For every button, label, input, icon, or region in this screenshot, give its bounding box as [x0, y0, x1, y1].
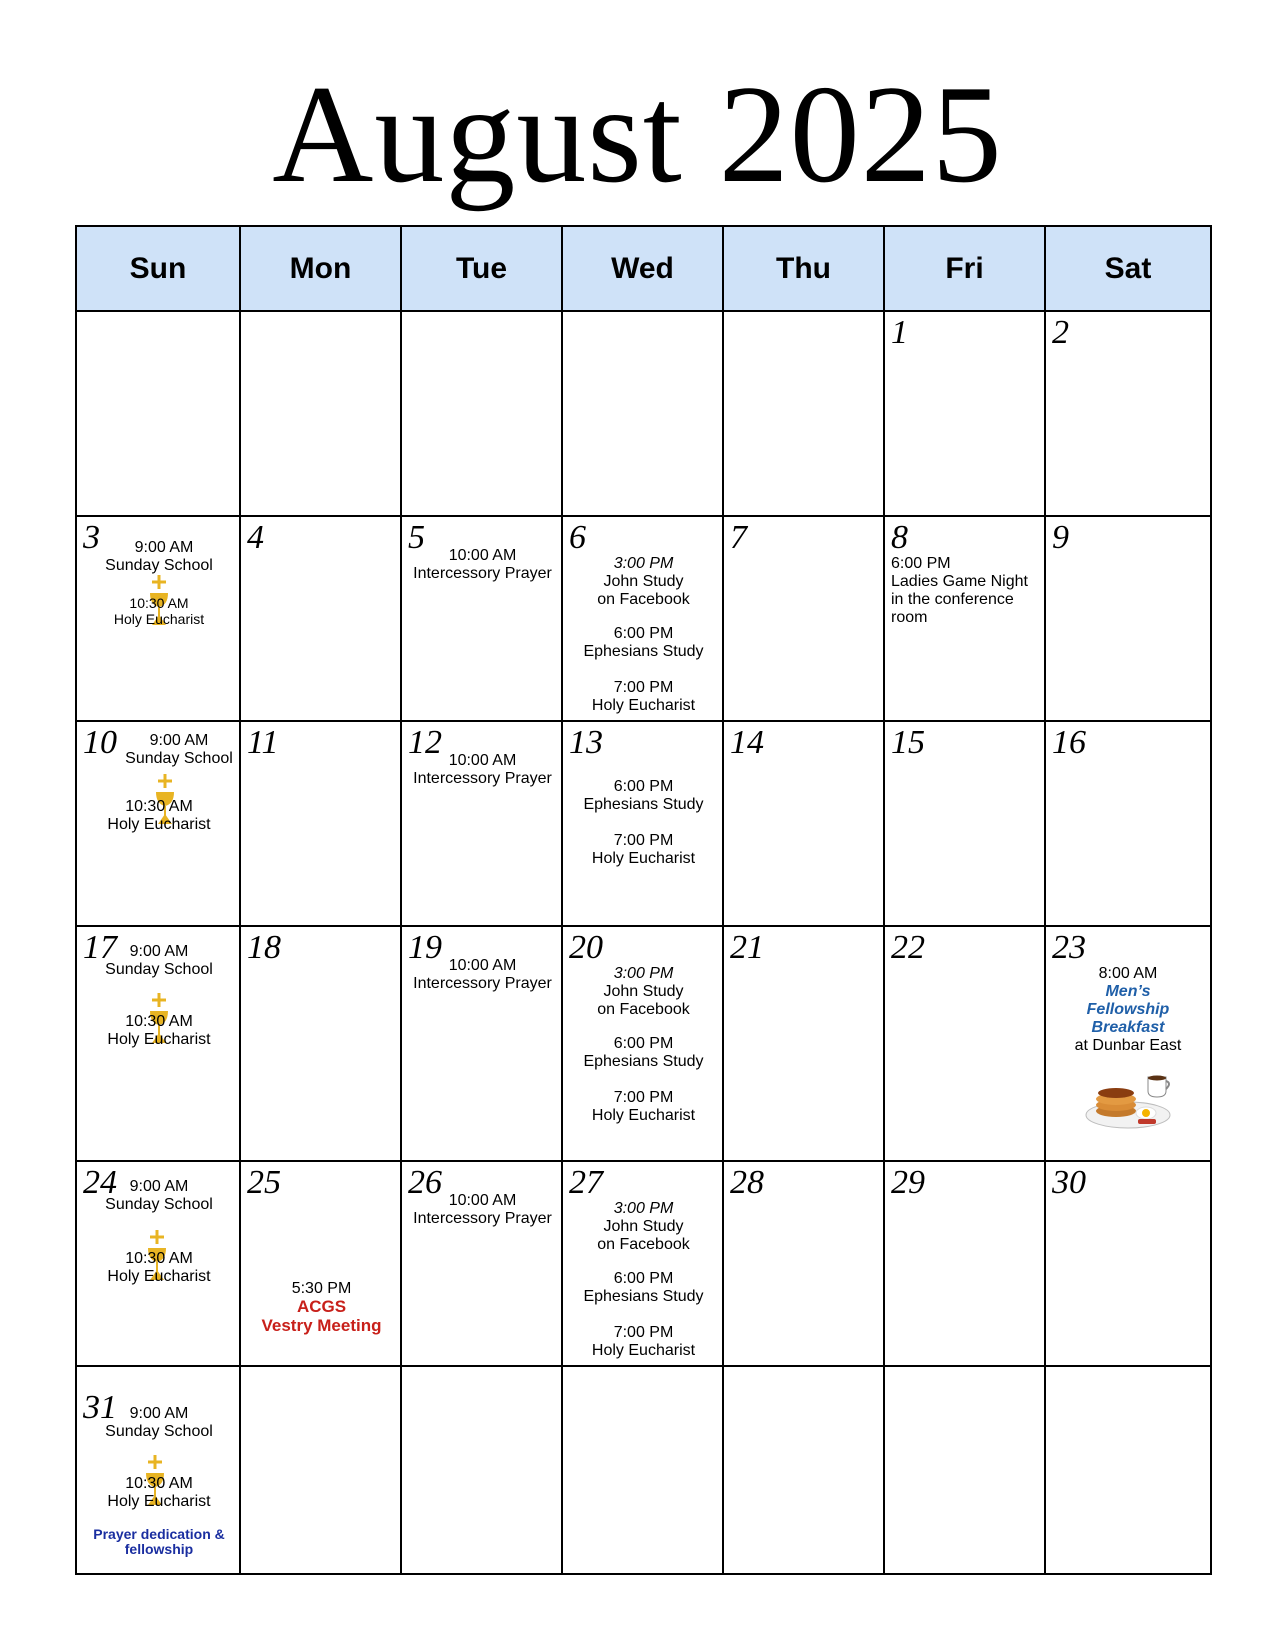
day-number: 2 [1052, 314, 1069, 351]
calendar-title: August 2025 [272, 57, 1003, 212]
day-cell-25 [241, 1162, 402, 1367]
event-detail: in the conference [891, 591, 1014, 608]
day-number: 16 [1052, 724, 1086, 761]
day-cell-21 [724, 927, 885, 1162]
event-title: Ephesians Study [583, 1288, 704, 1305]
day-cell-31 [77, 1367, 241, 1573]
day-cell-14 [724, 722, 885, 927]
day-number: 12 [408, 724, 442, 761]
event-sunday-school [77, 943, 241, 979]
event-john-study [563, 555, 724, 609]
event-title: Ladies Game Night [891, 573, 1028, 590]
event-title: Holy Eucharist [107, 1031, 211, 1048]
event-title: Holy Eucharist [107, 816, 211, 833]
event-title: Holy Eucharist [591, 697, 696, 714]
day-number: 30 [1052, 1164, 1086, 1201]
event-detail: on Facebook [597, 1236, 690, 1253]
day-number: 26 [408, 1164, 442, 1201]
day-cell-empty [1046, 1367, 1210, 1573]
event-title: Intercessory Prayer [413, 770, 552, 787]
day-cell-empty [241, 1367, 402, 1573]
day-cell-15 [885, 722, 1046, 927]
event-mens-breakfast [1046, 965, 1210, 1055]
event-eucharist [563, 1089, 724, 1125]
day-number: 11 [247, 724, 279, 761]
event-eucharist [563, 679, 724, 715]
event-time: 9:00 AM [129, 943, 189, 960]
day-cell-22 [885, 927, 1046, 1162]
event-title: fellowship [124, 1541, 194, 1557]
event-time: 5:30 PM [291, 1280, 352, 1297]
day-cell-18 [241, 927, 402, 1162]
day-cell-6 [563, 517, 724, 722]
event-time: 7:00 PM [613, 832, 674, 849]
event-ephesians-study [563, 1270, 724, 1306]
event-time: 10:30 AM [125, 1250, 193, 1267]
event-title: Sunday School [125, 750, 233, 767]
day-cell-29 [885, 1162, 1046, 1367]
event-sunday-school [77, 539, 241, 575]
event-time: 10:00 AM [448, 1192, 517, 1209]
event-time: 3:00 PM [613, 555, 674, 572]
day-cell-16 [1046, 722, 1210, 927]
event-eucharist [77, 1013, 241, 1049]
breakfast-icon [1084, 1069, 1174, 1131]
event-intercessory-prayer [402, 547, 563, 583]
event-vestry-meeting [241, 1280, 402, 1336]
day-cell-23 [1046, 927, 1210, 1162]
day-number: 14 [730, 724, 764, 761]
event-time: 9:00 AM [129, 1405, 189, 1422]
event-detail: on Facebook [597, 591, 690, 608]
day-number: 5 [408, 519, 425, 556]
day-cell-1 [885, 312, 1046, 517]
day-cell-empty [241, 312, 402, 517]
event-title: ACGS [296, 1297, 347, 1316]
event-title: Fellowship [1086, 1001, 1170, 1018]
event-time: 10:30 AM [125, 1475, 193, 1492]
event-title: John Study [603, 983, 684, 1000]
day-number: 18 [247, 929, 281, 966]
event-eucharist [77, 1250, 241, 1286]
event-intercessory-prayer [402, 957, 563, 993]
day-cell-26 [402, 1162, 563, 1367]
event-time: 7:00 PM [613, 1324, 674, 1341]
weekday-thu: Thu [724, 227, 885, 312]
event-sunday-school [77, 1178, 241, 1214]
day-number: 22 [891, 929, 925, 966]
event-time: 10:30 AM [125, 1013, 193, 1030]
day-cell-13 [563, 722, 724, 927]
calendar-grid [75, 225, 1212, 1575]
event-title: Men’s [1105, 983, 1151, 1000]
event-time: 6:00 PM [613, 1035, 674, 1052]
day-number: 13 [569, 724, 603, 761]
event-time: 7:00 PM [613, 1089, 674, 1106]
day-cell-empty [724, 312, 885, 517]
day-number: 24 [83, 1164, 117, 1201]
day-number: 6 [569, 519, 586, 556]
event-title: Holy Eucharist [591, 1342, 696, 1359]
event-title: Ephesians Study [583, 1053, 704, 1070]
event-title: Ephesians Study [583, 796, 704, 813]
event-title: Holy Eucharist [591, 1107, 696, 1124]
event-title: John Study [603, 1218, 684, 1235]
event-time: 6:00 PM [613, 625, 674, 642]
event-ephesians-study [563, 625, 724, 661]
day-cell-5 [402, 517, 563, 722]
event-eucharist [563, 1324, 724, 1360]
event-title: Sunday School [105, 1196, 213, 1213]
event-eucharist [563, 832, 724, 868]
day-number: 31 [83, 1389, 117, 1426]
event-title: Breakfast [1091, 1019, 1165, 1036]
event-time: 6:00 PM [613, 1270, 674, 1287]
event-title: Holy Eucharist [591, 850, 696, 867]
day-cell-4 [241, 517, 402, 722]
event-sunday-school [77, 1405, 241, 1441]
day-cell-8 [885, 517, 1046, 722]
event-time: 10:00 AM [448, 752, 517, 769]
event-title: Sunday School [105, 961, 213, 978]
event-ephesians-study [563, 778, 724, 814]
day-cell-12 [402, 722, 563, 927]
event-title: Holy Eucharist [107, 1493, 211, 1510]
event-title: John Study [603, 573, 684, 590]
day-cell-3 [77, 517, 241, 722]
day-cell-24 [77, 1162, 241, 1367]
event-prayer-dedication [77, 1527, 241, 1557]
day-number: 15 [891, 724, 925, 761]
day-number: 20 [569, 929, 603, 966]
weekday-tue: Tue [402, 227, 563, 312]
day-cell-11 [241, 722, 402, 927]
day-number: 9 [1052, 519, 1069, 556]
event-time: 9:00 AM [129, 1178, 189, 1195]
day-number: 29 [891, 1164, 925, 1201]
event-ladies-game-night [891, 555, 1028, 627]
event-ephesians-study [563, 1035, 724, 1071]
day-cell-20 [563, 927, 724, 1162]
event-title: Intercessory Prayer [413, 1210, 552, 1227]
day-cell-empty [402, 312, 563, 517]
event-time: 6:00 PM [613, 778, 674, 795]
event-time: 9:00 AM [149, 732, 209, 749]
day-cell-27 [563, 1162, 724, 1367]
weekday-mon: Mon [241, 227, 402, 312]
day-cell-10 [77, 722, 241, 927]
event-title: Holy Eucharist [107, 1268, 211, 1285]
day-number: 4 [247, 519, 264, 556]
event-eucharist [77, 595, 241, 627]
event-time: 7:00 PM [613, 679, 674, 696]
day-number: 21 [730, 929, 764, 966]
event-intercessory-prayer [402, 752, 563, 788]
event-john-study [563, 1200, 724, 1254]
day-cell-empty [563, 312, 724, 517]
day-number: 23 [1052, 929, 1086, 966]
day-number: 19 [408, 929, 442, 966]
event-john-study [563, 965, 724, 1019]
event-detail: at Dunbar East [1074, 1037, 1182, 1054]
day-number: 7 [730, 519, 747, 556]
event-title: Vestry Meeting [261, 1316, 382, 1335]
day-number: 1 [891, 314, 908, 351]
event-sunday-school [97, 732, 241, 768]
day-cell-17 [77, 927, 241, 1162]
event-time: 10:30 AM [125, 798, 193, 815]
event-time: 9:00 AM [134, 539, 194, 556]
event-detail: on Facebook [597, 1001, 690, 1018]
day-cell-30 [1046, 1162, 1210, 1367]
day-number: 3 [83, 519, 100, 556]
day-cell-28 [724, 1162, 885, 1367]
event-title: Sunday School [105, 557, 213, 574]
weekday-wed: Wed [563, 227, 724, 312]
day-cell-empty [885, 1367, 1046, 1573]
event-title: Holy Eucharist [113, 611, 205, 627]
event-title: Sunday School [105, 1423, 213, 1440]
weekday-sun: Sun [77, 227, 241, 312]
event-intercessory-prayer [402, 1192, 563, 1228]
day-cell-7 [724, 517, 885, 722]
event-time: 6:00 PM [891, 555, 951, 572]
event-time: 3:00 PM [613, 965, 674, 982]
day-cell-empty [724, 1367, 885, 1573]
event-eucharist [77, 1475, 241, 1511]
event-time: 3:00 PM [613, 1200, 674, 1217]
day-cell-empty [402, 1367, 563, 1573]
day-cell-19 [402, 927, 563, 1162]
event-title: Intercessory Prayer [413, 565, 552, 582]
event-time: 10:00 AM [448, 957, 517, 974]
day-cell-empty [77, 312, 241, 517]
day-number: 25 [247, 1164, 281, 1201]
event-title: Prayer dedication & [93, 1526, 225, 1542]
day-cell-2 [1046, 312, 1210, 517]
weekday-sat: Sat [1046, 227, 1210, 312]
event-title: Ephesians Study [583, 643, 704, 660]
weekday-fri: Fri [885, 227, 1046, 312]
event-time: 8:00 AM [1098, 965, 1158, 982]
event-time: 10:00 AM [448, 547, 517, 564]
day-number: 10 [83, 724, 117, 761]
event-title: Intercessory Prayer [413, 975, 552, 992]
event-eucharist [77, 798, 241, 834]
event-detail: room [891, 609, 928, 626]
day-number: 8 [891, 519, 908, 556]
day-number: 27 [569, 1164, 603, 1201]
event-time: 10:30 AM [129, 595, 189, 611]
day-number: 28 [730, 1164, 764, 1201]
day-cell-empty [563, 1367, 724, 1573]
day-cell-9 [1046, 517, 1210, 722]
day-number: 17 [83, 929, 117, 966]
